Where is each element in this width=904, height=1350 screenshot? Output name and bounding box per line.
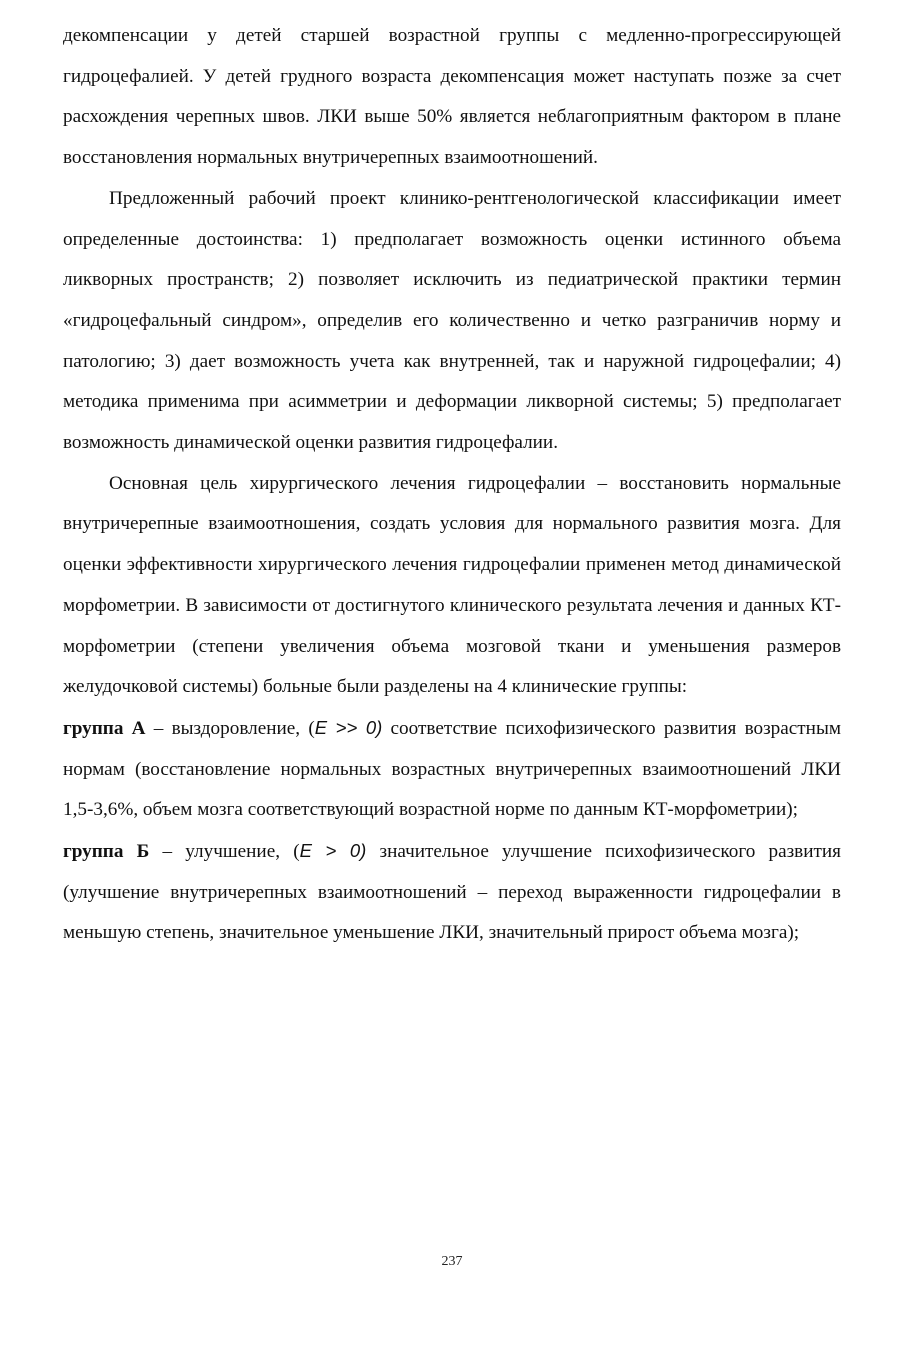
group-b-dash: – улучшение, (	[149, 841, 300, 863]
group-b-label: группа Б	[63, 841, 150, 863]
group-b-text: значительное улучшение психофизического развития (улучшение внутричерепных взаимоотношений – переход выраженности гидроцефалии в меньшую степень, значительное уменьшение ЛКИ, значительный прирост объема мозга);	[63, 841, 841, 944]
group-a-label: группа А	[63, 717, 146, 739]
group-b-formula: E > 0)	[299, 840, 367, 862]
group-a-text: соответствие психофизического развития возрастным нормам (восстановление нормальных возрастных внутричерепных взаимоотношений ЛКИ 1,5-3,6%, объем мозга соответствующий возрастной норме по данным КТ-морфометрии);	[63, 717, 841, 821]
group-a-item	[63, 708, 841, 831]
group-a-formula: E >> 0)	[314, 716, 383, 738]
group-b-item	[63, 831, 841, 954]
page-number: 237	[441, 1254, 463, 1269]
group-a-dash: – выздоровление, (	[145, 717, 315, 739]
paragraph-3: Основная цель хирургического лечения гидроцефалии – восстановить нормальные внутричерепные взаимоотношения, создать условия для нормального развития мозга. Для оценки эффективности хирургического лечения гидроцефалии применен метод динамической морфометрии. В зависимости от достигнутого клинического результата лечения и данных КТ-морфометрии (степени увеличения объема мозговой ткани и уменьшения размеров желудочковой системы) больные были разделены на 4 клинические группы:	[63, 472, 841, 698]
page-body	[63, 16, 841, 954]
paragraph-1: декомпенсации у детей старшей возрастной группы с медленно-прогрессирующей гидроцефалией. У детей грудного возраста декомпенсация может наступать позже за счет расхождения черепных швов. ЛКИ выше 50% является неблагоприятным фактором в плане восстановления нормальных внутричерепных взаимоотношений.	[63, 25, 841, 169]
paragraph-2: Предложенный рабочий проект клинико-рентгенологической классификации имеет определенные достоинства: 1) предполагает возможность оценки истинного объема ликворных пространств; 2) позволяет исключить из педиатрической практики термин «гидроцефальный синдром», определив его количественно и четко разграничив норму и патологию; 3) дает возможность учета как внутренней, так и наружной гидроцефалии; 4) методика применима при асимметрии и деформации ликворной системы; 5) предполагает возможность динамической оценки развития гидроцефалии.	[63, 187, 841, 454]
